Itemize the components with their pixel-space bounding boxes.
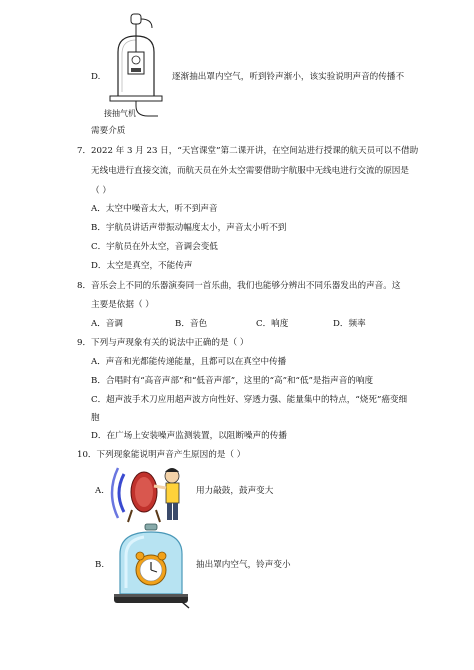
q7-stem-line2: 无线电进行直接交流，而航天员在外太空需要借助宇航服中无线电进行交流的原因是 [91, 166, 409, 176]
jar-stopper-tube [141, 19, 152, 28]
q6-option-d-text: 逐渐抽出罩内空气，听到铃声渐小，该实验说明声音的传播不 [172, 72, 405, 82]
jar-base [110, 96, 162, 101]
q7-answer-blank: （ ） [91, 186, 111, 196]
q8-option-c: C．响度 [256, 319, 289, 329]
jar-stopper [131, 14, 141, 24]
q8-option-b: B．音色 [175, 319, 208, 329]
q7-stem-line1: 7．2022 年 3 月 23 日，“天宫课堂”第二课开讲，在空间站进行授课的航天员可以不借助 [77, 146, 419, 156]
q8-option-a: A．音调 [91, 319, 123, 329]
q7-option-b: B．宇航员讲话声带振动幅度太小，声音太小听不到 [91, 223, 287, 233]
q10-option-b-letter: B. [95, 560, 105, 570]
q10-option-b-text: 抽出罩内空气，铃声变小 [196, 560, 291, 570]
q10-stem: 10．下列现象能说明声音产生原因的是（ ） [77, 450, 246, 460]
q9-option-a: A．声音和光都能传递能量，且都可以在真空中传播 [91, 357, 287, 367]
q6-option-d-text-cont: 需要介质 [91, 126, 126, 136]
q9-option-b: B．合唱时有“高音声部”和“低音声部”，这里的“高”和“低”是指声音的响度 [91, 376, 374, 386]
sound-wave-icon [119, 474, 124, 512]
bell-jar-clock-figure [112, 522, 190, 610]
q9-option-c: C．超声波手术刀应用超声波方向性好、穿透力强、能量集中的特点，“烧死”癌变细 [91, 395, 408, 405]
q9-option-c-cont: 胞 [91, 413, 100, 423]
q8-stem-line2: 主要是依据（ ） [91, 300, 154, 310]
q9-option-d: D．在广场上安装噪声监测装置，以阻断噪声的传播 [91, 431, 287, 441]
q10-option-a-text: 用力敲鼓，鼓声变大 [196, 486, 274, 496]
q10-option-a-letter: A. [95, 486, 104, 496]
q7-option-d: D．太空是真空，不能传声 [91, 261, 193, 271]
q7-option-a: A．太空中噪音太大，听不到声音 [91, 204, 218, 214]
q6-option-d-letter: D. [91, 72, 101, 82]
q9-stem: 9．下列与声现象有关的说法中正确的是（ ） [77, 338, 249, 348]
q8-stem-line1: 8．音乐会上不同的乐器演奏同一首乐曲，我们也能够分辨出不同乐器发出的声音。这 [77, 281, 401, 291]
q7-option-c: C．宇航员在外太空，音调会变低 [91, 242, 218, 252]
vacuum-hose [136, 106, 158, 116]
q8-option-d: D．频率 [333, 319, 366, 329]
drum-figure [110, 462, 190, 524]
q6-figure-label: 接抽气机 [104, 109, 136, 118]
